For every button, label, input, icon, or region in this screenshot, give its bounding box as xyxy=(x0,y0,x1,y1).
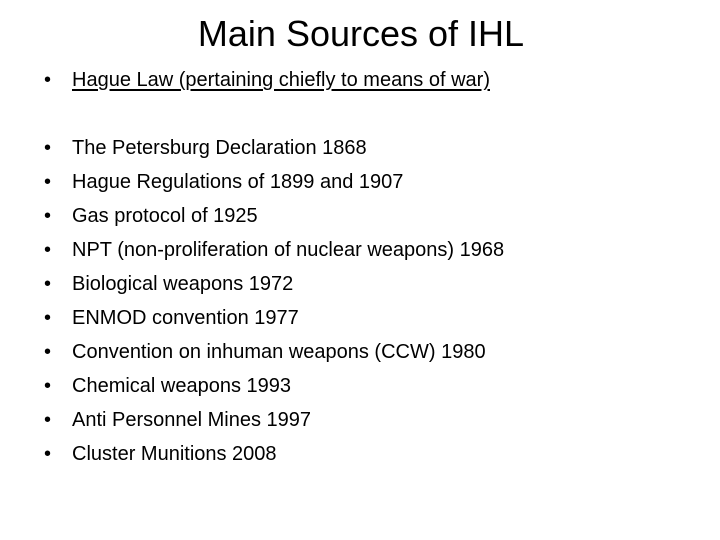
bullet-icon: • xyxy=(44,239,52,261)
bullet-item-hague-law xyxy=(44,68,490,92)
bullet-icon: • xyxy=(44,409,52,431)
bullet-text: Biological weapons 1972 xyxy=(72,273,294,295)
bullet-text: ENMOD convention 1977 xyxy=(72,307,299,329)
bullet-item xyxy=(44,204,258,228)
bullet-text: The Petersburg Declaration 1868 xyxy=(72,137,367,159)
bullet-icon: • xyxy=(44,137,52,159)
bullet-text: Hague Law (pertaining chiefly to means of war) xyxy=(72,69,490,91)
bullet-text: Anti Personnel Mines 1997 xyxy=(72,409,312,431)
bullet-item xyxy=(44,272,293,296)
bullet-icon: • xyxy=(44,69,52,91)
bullet-icon: • xyxy=(44,171,52,193)
bullet-item xyxy=(44,170,403,194)
bullet-item xyxy=(44,374,291,398)
bullet-icon: • xyxy=(44,273,52,295)
bullet-item xyxy=(44,442,277,466)
bullet-icon: • xyxy=(44,443,52,465)
bullet-item xyxy=(44,136,367,160)
bullet-item xyxy=(44,408,311,432)
bullet-icon: • xyxy=(44,307,52,329)
bullet-text: Gas protocol of 1925 xyxy=(72,205,258,227)
bullet-icon: • xyxy=(44,375,52,397)
bullet-text: NPT (non-proliferation of nuclear weapons) 1968 xyxy=(72,239,505,261)
bullet-item xyxy=(44,238,504,262)
bullet-text: Convention on inhuman weapons (CCW) 1980 xyxy=(72,341,486,363)
slide-title: Main Sources of IHL xyxy=(197,13,525,54)
bullet-icon: • xyxy=(44,205,52,227)
bullet-text: Hague Regulations of 1899 and 1907 xyxy=(72,171,404,193)
bullet-text: Chemical weapons 1993 xyxy=(72,375,292,397)
bullet-text: Cluster Munitions 2008 xyxy=(72,443,277,465)
bullet-item xyxy=(44,306,299,330)
bullet-item xyxy=(44,340,486,364)
bullet-icon: • xyxy=(44,341,52,363)
